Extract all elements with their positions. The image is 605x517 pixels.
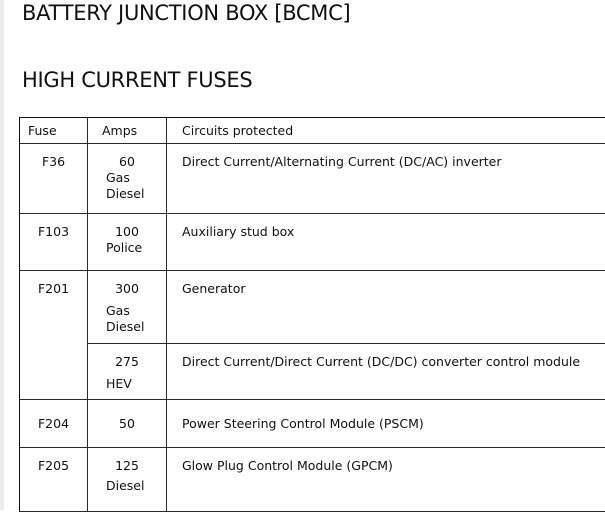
amps-note: Diesel	[88, 319, 166, 335]
amps-value: 275	[88, 354, 166, 370]
amps-note: HEV	[88, 376, 166, 392]
fuse-cell: F204	[20, 400, 88, 448]
table-row	[20, 448, 605, 512]
table-header-row	[20, 118, 605, 144]
circuit-cell: Power Steering Control Module (PSCM)	[167, 400, 605, 448]
amps-value: 60	[88, 154, 166, 170]
table-row	[20, 344, 605, 400]
fuse-cell: F103	[20, 214, 88, 271]
header-fuse: Fuse	[20, 118, 88, 144]
circuit-cell: Generator	[167, 271, 605, 344]
amps-cell	[88, 214, 167, 271]
table-row	[20, 144, 605, 214]
amps-note: Gas	[88, 170, 166, 186]
amps-cell	[88, 144, 167, 214]
fuse-cell: F205	[20, 448, 88, 512]
fuse-cell: F36	[20, 144, 88, 214]
circuit-cell: Glow Plug Control Module (GPCM)	[167, 448, 605, 512]
page-left-edge	[0, 0, 4, 510]
amps-cell	[88, 271, 167, 344]
table-row	[20, 214, 605, 271]
amps-cell	[88, 400, 167, 448]
amps-value: 300	[88, 281, 166, 297]
amps-note: Diesel	[88, 186, 166, 202]
amps-value: 50	[88, 416, 166, 432]
amps-value: 100	[88, 224, 166, 240]
header-circuits: Circuits protected	[167, 118, 605, 144]
amps-note: Police	[88, 240, 166, 256]
page-title: BATTERY JUNCTION BOX [BCMC]	[22, 1, 350, 25]
amps-note: Diesel	[88, 478, 166, 494]
header-amps: Amps	[88, 118, 167, 144]
fuse-cell: F201	[20, 271, 88, 400]
table-row	[20, 271, 605, 344]
amps-note: Gas	[88, 303, 166, 319]
circuit-cell: Auxiliary stud box	[167, 214, 605, 271]
amps-cell	[88, 448, 167, 512]
amps-cell	[88, 344, 167, 400]
amps-value: 125	[88, 458, 166, 474]
fuse-table-container	[19, 117, 605, 517]
circuit-cell: Direct Current/Direct Current (DC/DC) converter control module	[167, 344, 605, 400]
table-row	[20, 400, 605, 448]
section-title: HIGH CURRENT FUSES	[22, 68, 252, 92]
fuse-table	[19, 117, 605, 512]
circuit-cell: Direct Current/Alternating Current (DC/AC) inverter	[167, 144, 605, 214]
